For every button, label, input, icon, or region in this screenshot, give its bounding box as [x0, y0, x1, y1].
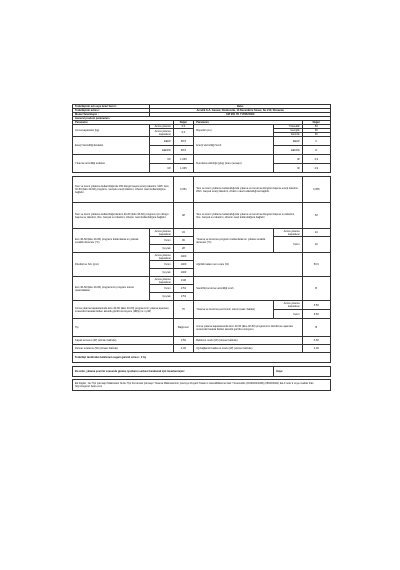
- type-value: Bağımsız: [173, 319, 194, 337]
- energy-label: Tam ve kısmi yükleme kullanıldığında 100 döngü başına enerji tüketimi, kWh. Eco 40-60 (Eko 40-60) programı. Gerçek enerji tüketimi, cihazın nasıl kullanıldığına bağlıdır.: [73, 177, 174, 203]
- energy-wd-value: 3,055: [302, 177, 330, 203]
- moisture-label: Ağırlıklı kalan nem oranı (%): [194, 253, 302, 277]
- eei-wd-value: 68,5: [173, 146, 194, 155]
- class-wd-value: D: [302, 146, 330, 155]
- cycle-duration-label: Yıkama ve kurutma çevriminin süresi (saat: dakika): [194, 301, 274, 319]
- eei-w-value: 68,5: [173, 137, 194, 146]
- noise-label: Anma yıkama kapasitesinde Eco 40-60 (Eko 40-60) programının yıkama aşaması sırasında havada iletilen akustik gürültü emisyonu (dB(A) re 1 pW): [73, 301, 174, 319]
- moisture-value: 50,6: [302, 253, 330, 277]
- temp-s3: Çeyrek: [150, 245, 173, 253]
- temp-s1: Anma yıkama kapasitesi: [150, 229, 173, 237]
- cycle-v2: 6:50: [302, 310, 330, 319]
- energy-value: 0,651: [173, 177, 194, 203]
- value-header-right: Değer: [302, 121, 330, 125]
- capacity-sub2: Anma yıkama kapasitesi: [150, 129, 173, 137]
- capacity-label: Anma kapasitesi (kg): [73, 125, 150, 137]
- temp-v1: 34: [173, 229, 194, 237]
- cycle-s2: Yarım: [274, 310, 302, 319]
- model-value: CM 960 YK 7178521600: [150, 113, 331, 117]
- rinse-v1: 4,9: [302, 155, 330, 164]
- temp-label: Eco 40-60 (Eko 40-60) programı kullanılarak en yüksek sıcaklık derecesi (°C): [73, 229, 150, 253]
- eei-wd-label: EEIWD: [150, 146, 173, 155]
- eei-w-label: EEIW: [150, 137, 173, 146]
- temp-wd-v2: 22: [302, 237, 330, 253]
- cycle-v1: 6:50: [302, 301, 330, 310]
- duration-v3: 2:53: [173, 293, 194, 301]
- width-label: Genişlik: [274, 129, 302, 133]
- temp-wd-label: Yıkama ve kurutma programı kullanılarak en yüksek sıcaklık derecesi (°C): [194, 229, 274, 253]
- capacity-sub1: Anma yıkama: [150, 125, 173, 129]
- supplier-label: Tedarikçinin adı veya ticari favori :: [73, 105, 150, 109]
- spin-v1: 1400: [173, 253, 194, 261]
- water-wd-value: 53: [302, 203, 330, 229]
- wash-i2: IW: [150, 164, 173, 173]
- spin-s1: Anma yıkama kapasitesi: [150, 253, 173, 261]
- class-w-label: EEIW: [274, 137, 302, 146]
- dimensions-label: Boyutlar (cm): [194, 125, 274, 137]
- spin-v2: 1400: [173, 261, 194, 269]
- guarantee-text: Tedarikçi tarafından belirlenen asgari garanti süresi : 2 Ay: [73, 353, 331, 363]
- standby-value: 0,50: [302, 337, 330, 345]
- duration-label: Eco 40-60 (Eko 40-60) programının program süresi (saat:dakika): [73, 277, 150, 301]
- param-header-right: Parametre: [194, 121, 302, 125]
- additional-info-text: Ek bilgiler : Ev Tipi Çamaşır Makineleri İle Ev Tipi Kurutmalı Çamaşır Yıkama Makinelerinin Çevreye Duyarlı Tasarım Gerekliliklerine Dair Yönetmelik (2019/2023/AB) (28/06/2021) Ek-II notu 9 veya madde linki http://support.beko.com: [75, 382, 314, 389]
- duration-s3: Çeyrek: [150, 293, 173, 301]
- silver-ion-value: Hayır: [274, 367, 331, 377]
- wash-label: Yıkama verimliliği endeksi: [73, 155, 150, 173]
- temp-wd-v1: 24: [302, 229, 330, 237]
- temp-s2: Yarım: [150, 237, 173, 245]
- water-value: 48: [173, 203, 194, 229]
- standby-label: Bekleme modu (W) (olması halinde): [194, 337, 302, 345]
- noise-value: 76: [173, 301, 194, 319]
- temp-v2: 36: [173, 237, 194, 245]
- rinse-j1: IR: [274, 155, 302, 164]
- spin-class-label: Santrifüj kurutma verimliliği sınıfı: [194, 277, 302, 301]
- silver-ion-label: Bu ürün, yıkama çevrimi sırasında gümüş iyonlarını serbest bırakacak için tasarlanmıştır:: [73, 367, 274, 377]
- delay-start-value: 4,00: [173, 345, 194, 353]
- spin-s3: Çeyrek: [150, 269, 173, 277]
- capacity-v2: 6,0: [173, 129, 194, 137]
- width-value: 60: [302, 129, 330, 133]
- duration-s1: Anma yıkama kapasitesi: [150, 277, 173, 285]
- spin-class-value: B: [302, 277, 330, 301]
- depth-value: 60: [302, 133, 330, 137]
- energy-class-label: Enerji Verimliliği Sınıfı: [194, 137, 274, 155]
- address-label: Tedarikçinin adresi :: [73, 109, 150, 113]
- capacity-v1: 6,0: [173, 125, 194, 129]
- height-value: 84: [302, 125, 330, 129]
- address-value: Arcelik S.A. Gaasai, Dembovita, 13 Decembrie Street, No 210, Romania: [150, 109, 331, 113]
- water-label: Tam ve kısmi yükleme kullanıldığında Eco 40-60 (Eko 40-60) programı için döngü başına su tüketimi, litre. Gerçek su tüketimi, cihazın nasıl kullanıldığına bağlıdır.: [73, 203, 174, 229]
- wash-v2: 1,035: [173, 164, 194, 173]
- cycle-s1: Anma yıkama kapasitesi: [274, 301, 302, 310]
- off-mode-label: Kapalı konumu (W) (olması halinde): [73, 337, 174, 345]
- temp-v3: 28: [173, 245, 194, 253]
- height-label: Yükseklik: [274, 125, 302, 129]
- network-standby-label: Ağ bağlantılı bekleme modu (W) (olması halinde): [194, 345, 302, 353]
- off-mode-value: 0,50: [173, 337, 194, 345]
- duration-v1: 3:48: [173, 277, 194, 285]
- spec-table: [72, 104, 331, 377]
- spin-label: Döndürme hızı (rpm): [73, 253, 150, 277]
- duration-s2: Yarım: [150, 285, 173, 293]
- param-header: Parametre: [73, 121, 174, 125]
- rinse-v2: 4,9: [302, 164, 330, 173]
- spin-s2: Yarım: [150, 261, 173, 269]
- wash-v1: 1,035: [173, 155, 194, 164]
- type-label: Tip: [73, 319, 174, 337]
- depth-label: Derinlik: [274, 133, 302, 137]
- class-wd-label: EEIWD: [274, 146, 302, 155]
- supplier-value: Beko: [150, 105, 331, 109]
- spin-noise-value: B: [302, 319, 330, 337]
- spin-v3: 1400: [173, 269, 194, 277]
- general-heading: General product parameters: [73, 117, 331, 121]
- temp-wd-s1: Anma yıkama kapasitesi: [274, 229, 302, 237]
- value-header: Değer: [173, 121, 194, 125]
- delay-start-label: Zaman erteleme (W) (olması halinde): [73, 345, 174, 353]
- wash-i1: IW: [150, 155, 173, 164]
- model-label: Model Tanımlayıcı :: [73, 113, 150, 117]
- eei-label: Enerji Verimliliği Endeksi: [73, 137, 150, 155]
- network-standby-value: 2,00: [302, 345, 330, 353]
- rinse-j2: IR: [274, 164, 302, 173]
- rinse-label: Durulama etkinliği (g/kg) (kuru çamaşır): [194, 155, 274, 173]
- water-wd-label: Tam ve kısmi yükleme kullanıldığında yıkama ve kurutma döngüsü başına su tüketimi, litre. Gerçek su tüketimi, cihazın nasıl kullanıldığına bağlıdır.: [194, 203, 302, 229]
- additional-info: [72, 379, 331, 391]
- class-w-value: C: [302, 137, 330, 146]
- temp-wd-s2: Yarım: [274, 237, 302, 253]
- spin-noise-label: Anma yıkama kapasitesinde Eco 40-60 (Eko 40-60) programının döndürme aşaması sırasında havada iletilen akustik gürültü emisyonu: [194, 319, 302, 337]
- product-information-sheet: [72, 104, 331, 391]
- duration-v2: 2:53: [173, 285, 194, 293]
- energy-wd-label: Tam ve kısmi yükleme kullanıldığında yıkama ve kurutma döngüsü başına enerji tüketimi, kWh. Gerçek enerji tüketimi, cihazın nasıl kullanıldığına bağlıdır.: [194, 177, 302, 203]
